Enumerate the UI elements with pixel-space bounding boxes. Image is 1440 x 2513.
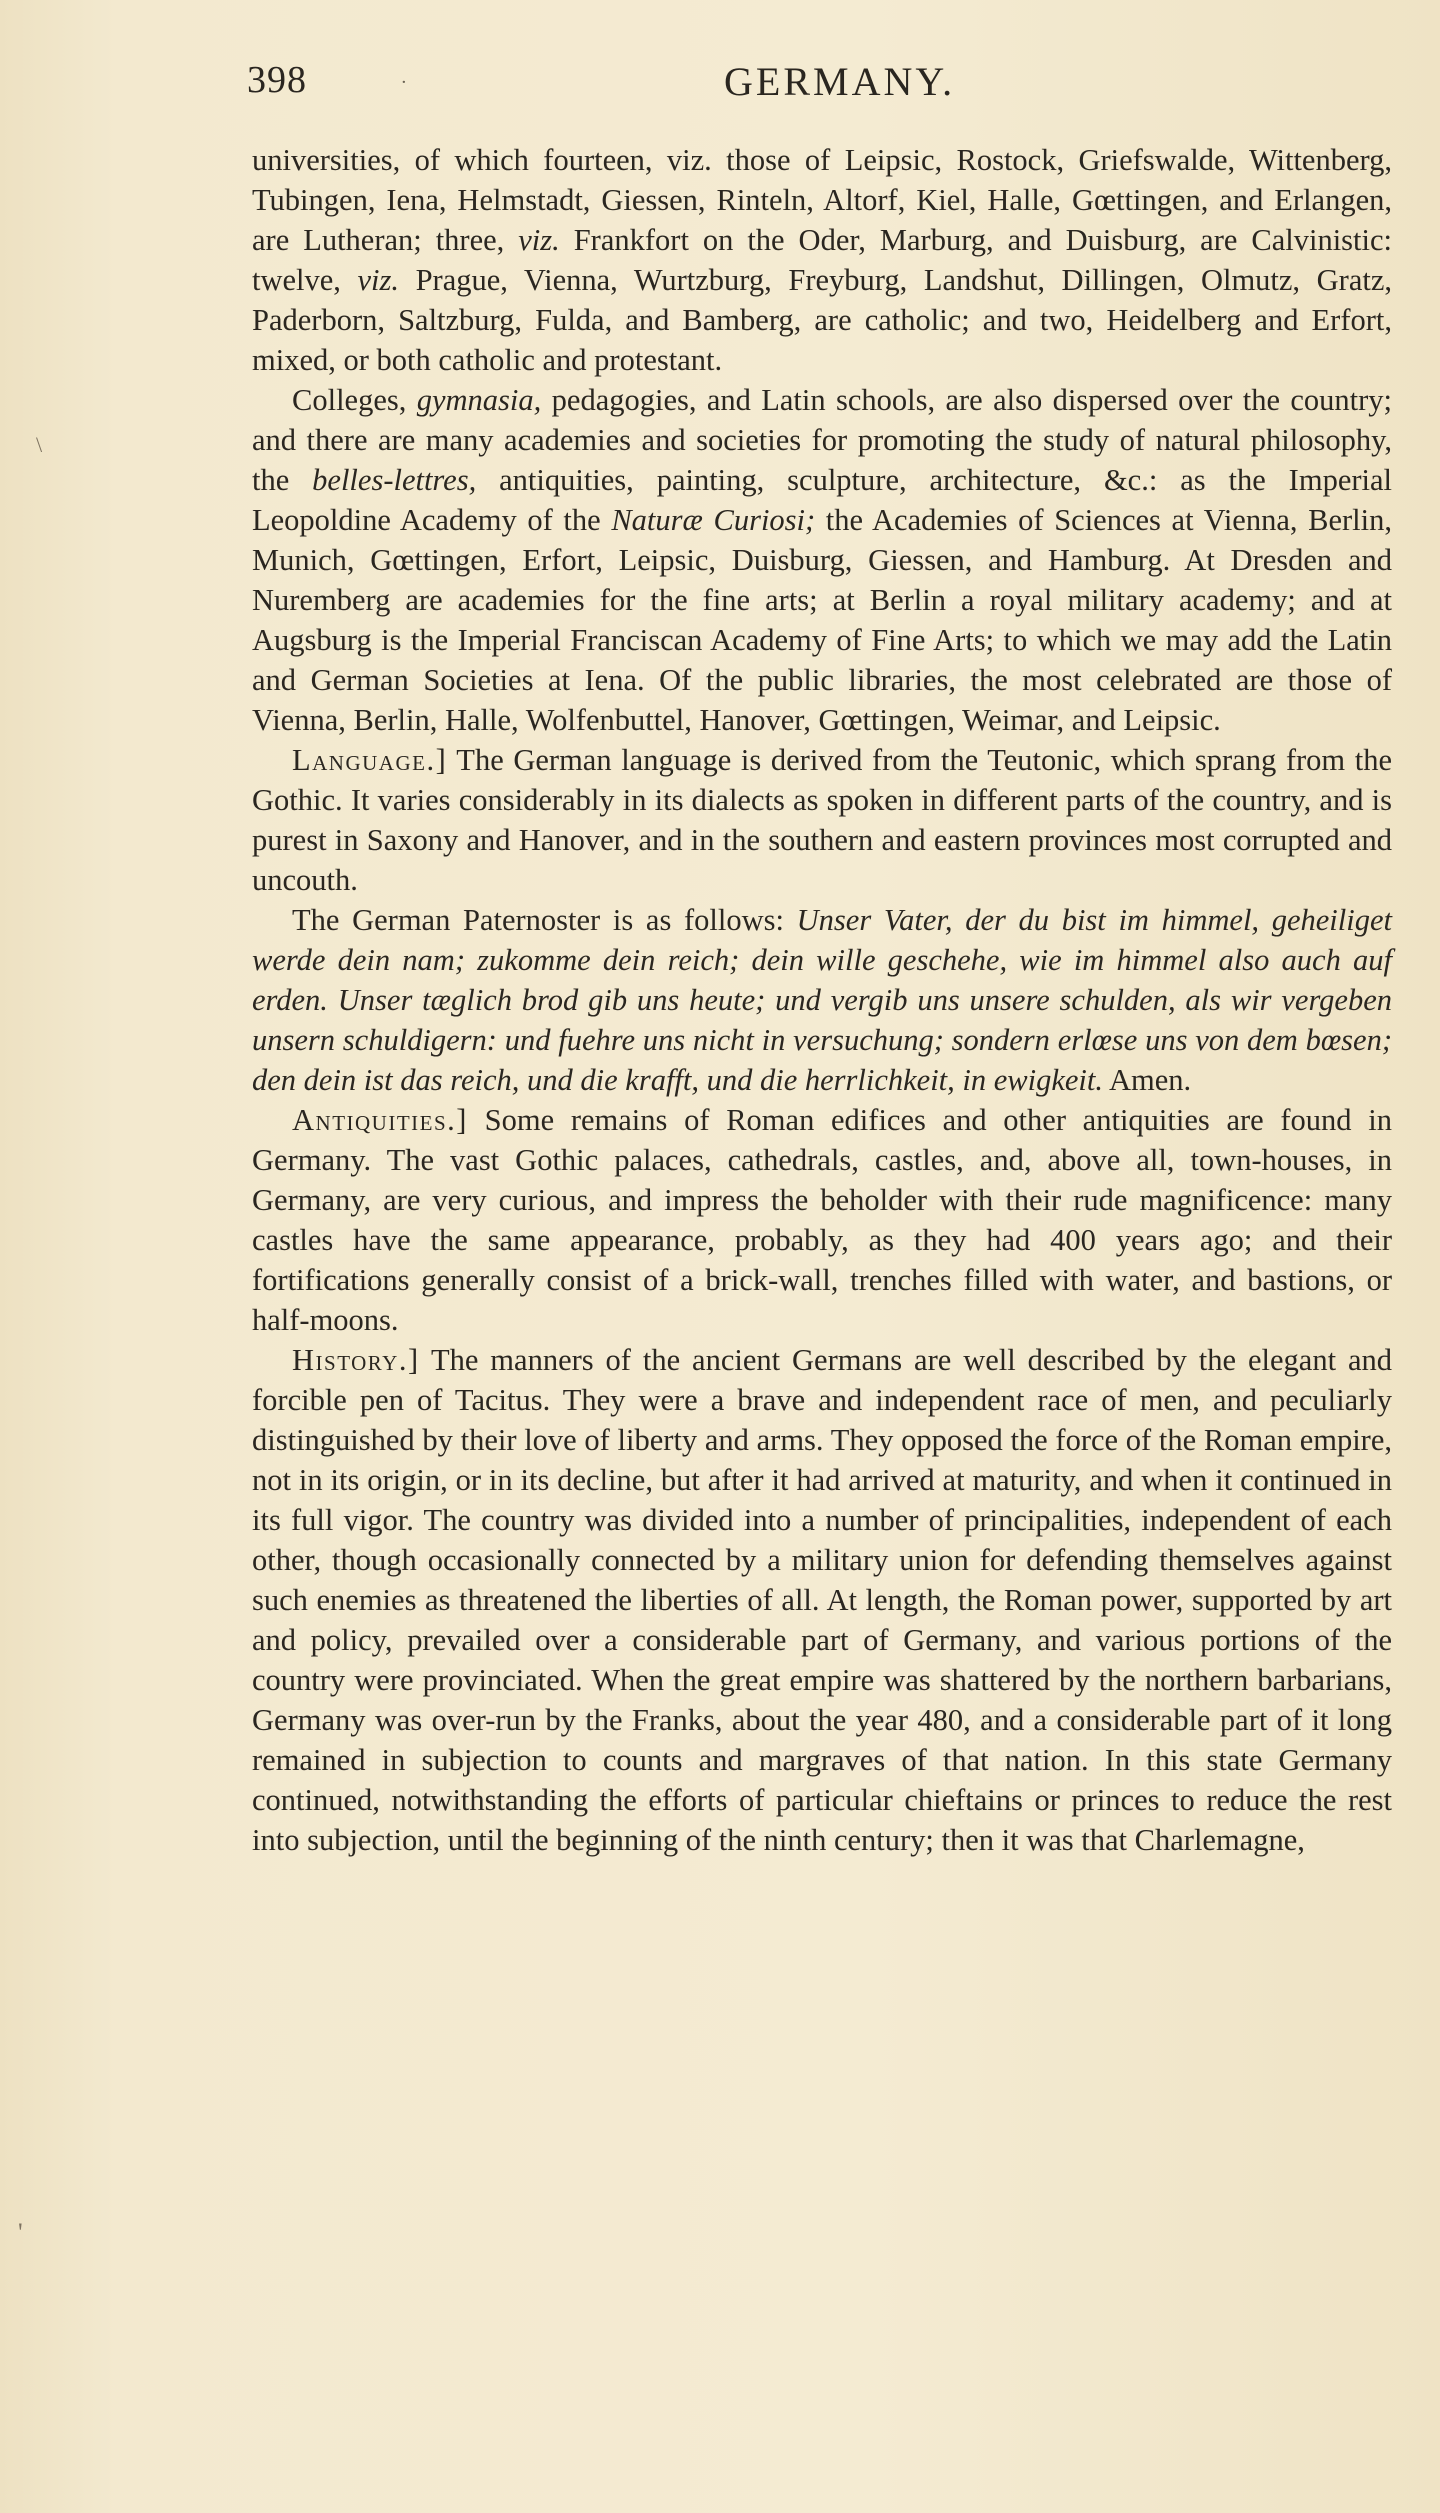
paragraph-language: Language.] The German language is derived from the Teutonic, which sprang from the Gothic. It varies considerably in its dialects as spoken in different parts of the country, and is purest in Saxony and Hanover, and in the southern and eastern provinces most corrupted and uncouth.: [252, 743, 1392, 897]
paragraph-paternoster: The German Paternoster is as follows: Unser Vater, der du bist im himmel, geheiliget werde dein nam; zukomme dein reich; dein wille geschehe, wie im himmel also auch auf erden. Unser tæglich brod gib uns heute; und vergib uns unsere schulden, als wir vergeben unsern schuldigern: und fuehre uns nicht in versuchung; sondern erlœse uns von dem bœsen; den dein ist das reich, und die krafft, und die herrlichkeit, in ewigkeit. Amen.: [252, 903, 1392, 1097]
header-separator: ·: [401, 72, 407, 93]
page-header: [247, 58, 1397, 108]
margin-mark-bottom: ': [18, 2218, 23, 2247]
paragraph-history: History.] The manners of the ancient Germans are well described by the elegant and forcible pen of Tacitus. They were a brave and independent race of men, and peculiarly distinguished by their love of liberty and arms. They opposed the force of the Roman empire, not in its origin, or in its decline, but after it had arrived at maturity, and when it continued in its full vigor. The country was divided into a number of principalities, independent of each other, though occasionally connected by a military union for defending themselves against such enemies as threatened the liberties of all. At length, the Roman power, supported by art and policy, prevailed over a considerable part of Germany, and various portions of the country were provinciated. When the great empire was shattered by the northern barbarians, Germany was over-run by the Franks, about the year 480, and a considerable part of it long remained in subjection to counts and margraves of that nation. In this state Germany continued, notwithstanding the efforts of particular chieftains or princes to reduce the rest into subjection, until the beginning of the ninth century; then it was that Charlemagne,: [252, 1343, 1392, 1857]
page-number: 398: [247, 59, 307, 101]
body-text: [252, 140, 1392, 1860]
paragraph-colleges: Colleges, gymnasia, pedagogies, and Latin schools, are also dispersed over the country; and there are many academies and societies for promoting the study of natural philosophy, the belles-lettres, antiquities, painting, sculpture, architecture, &c.: as the Imperial Leopoldine Academy of the Naturæ Curiosi; the Academies of Sciences at Vienna, Berlin, Munich, Gœttingen, Erfort, Leipsic, Duisburg, Giessen, and Hamburg. At Dresden and Nuremberg are academies for the fine arts; at Berlin a royal military academy; and at Augsburg is the Imperial Franciscan Academy of Fine Arts; to which we may add the Latin and German Societies at Iena. Of the public libraries, the most celebrated are those of Vienna, Berlin, Halle, Wolfenbuttel, Hanover, Gœttingen, Weimar, and Leipsic.: [252, 383, 1393, 737]
paragraph-universities: universities, of which fourteen, viz. those of Leipsic, Rostock, Griefswalde, Wittenberg, Tubingen, Iena, Helmstadt, Giessen, Rinteln, Altorf, Kiel, Halle, Gœttingen, and Erlangen, are Lutheran; three, viz. Frankfort on the Oder, Marburg, and Duisburg, are Calvinistic: twelve, viz. Prague, Vienna, Wurtzburg, Freyburg, Landshut, Dillingen, Olmutz, Gratz, Paderborn, Saltzburg, Fulda, and Bamberg, are catholic; and two, Heidelberg and Erfort, mixed, or both catholic and protestant.: [252, 143, 1393, 377]
paragraph-antiquities: Antiquities.] Some remains of Roman edifices and other antiquities are found in Germany. The vast Gothic palaces, cathedrals, castles, and, above all, town-houses, in Germany, are very curious, and impress the beholder with their rude magnificence: many castles have the same appearance, probably, as they had 400 years ago; and their fortifications generally consist of a brick-wall, trenches filled with water, and bastions, or half-moons.: [252, 1103, 1392, 1337]
paternoster-text: Unser Vater, der du bist im himmel, geheiliget werde dein nam; zukomme dein reich; dein wille geschehe, wie im himmel also auch auf erden. Unser tæglich brod gib uns heute; und vergib uns unsere schulden, als wir vergeben unsern schuldigern: und fuehre uns nicht in versuchung; sondern erlœse uns von dem bœsen; den dein ist das reich, und die krafft, und die herrlichkeit, in ewigkeit.: [252, 903, 1392, 1097]
section-heading-language: Language.]: [292, 743, 448, 777]
margin-mark-top: \: [36, 432, 43, 457]
section-heading-history: History.]: [292, 1343, 420, 1377]
section-heading-antiquities: Antiquities.]: [292, 1103, 468, 1137]
running-head: GERMANY.: [724, 59, 956, 104]
